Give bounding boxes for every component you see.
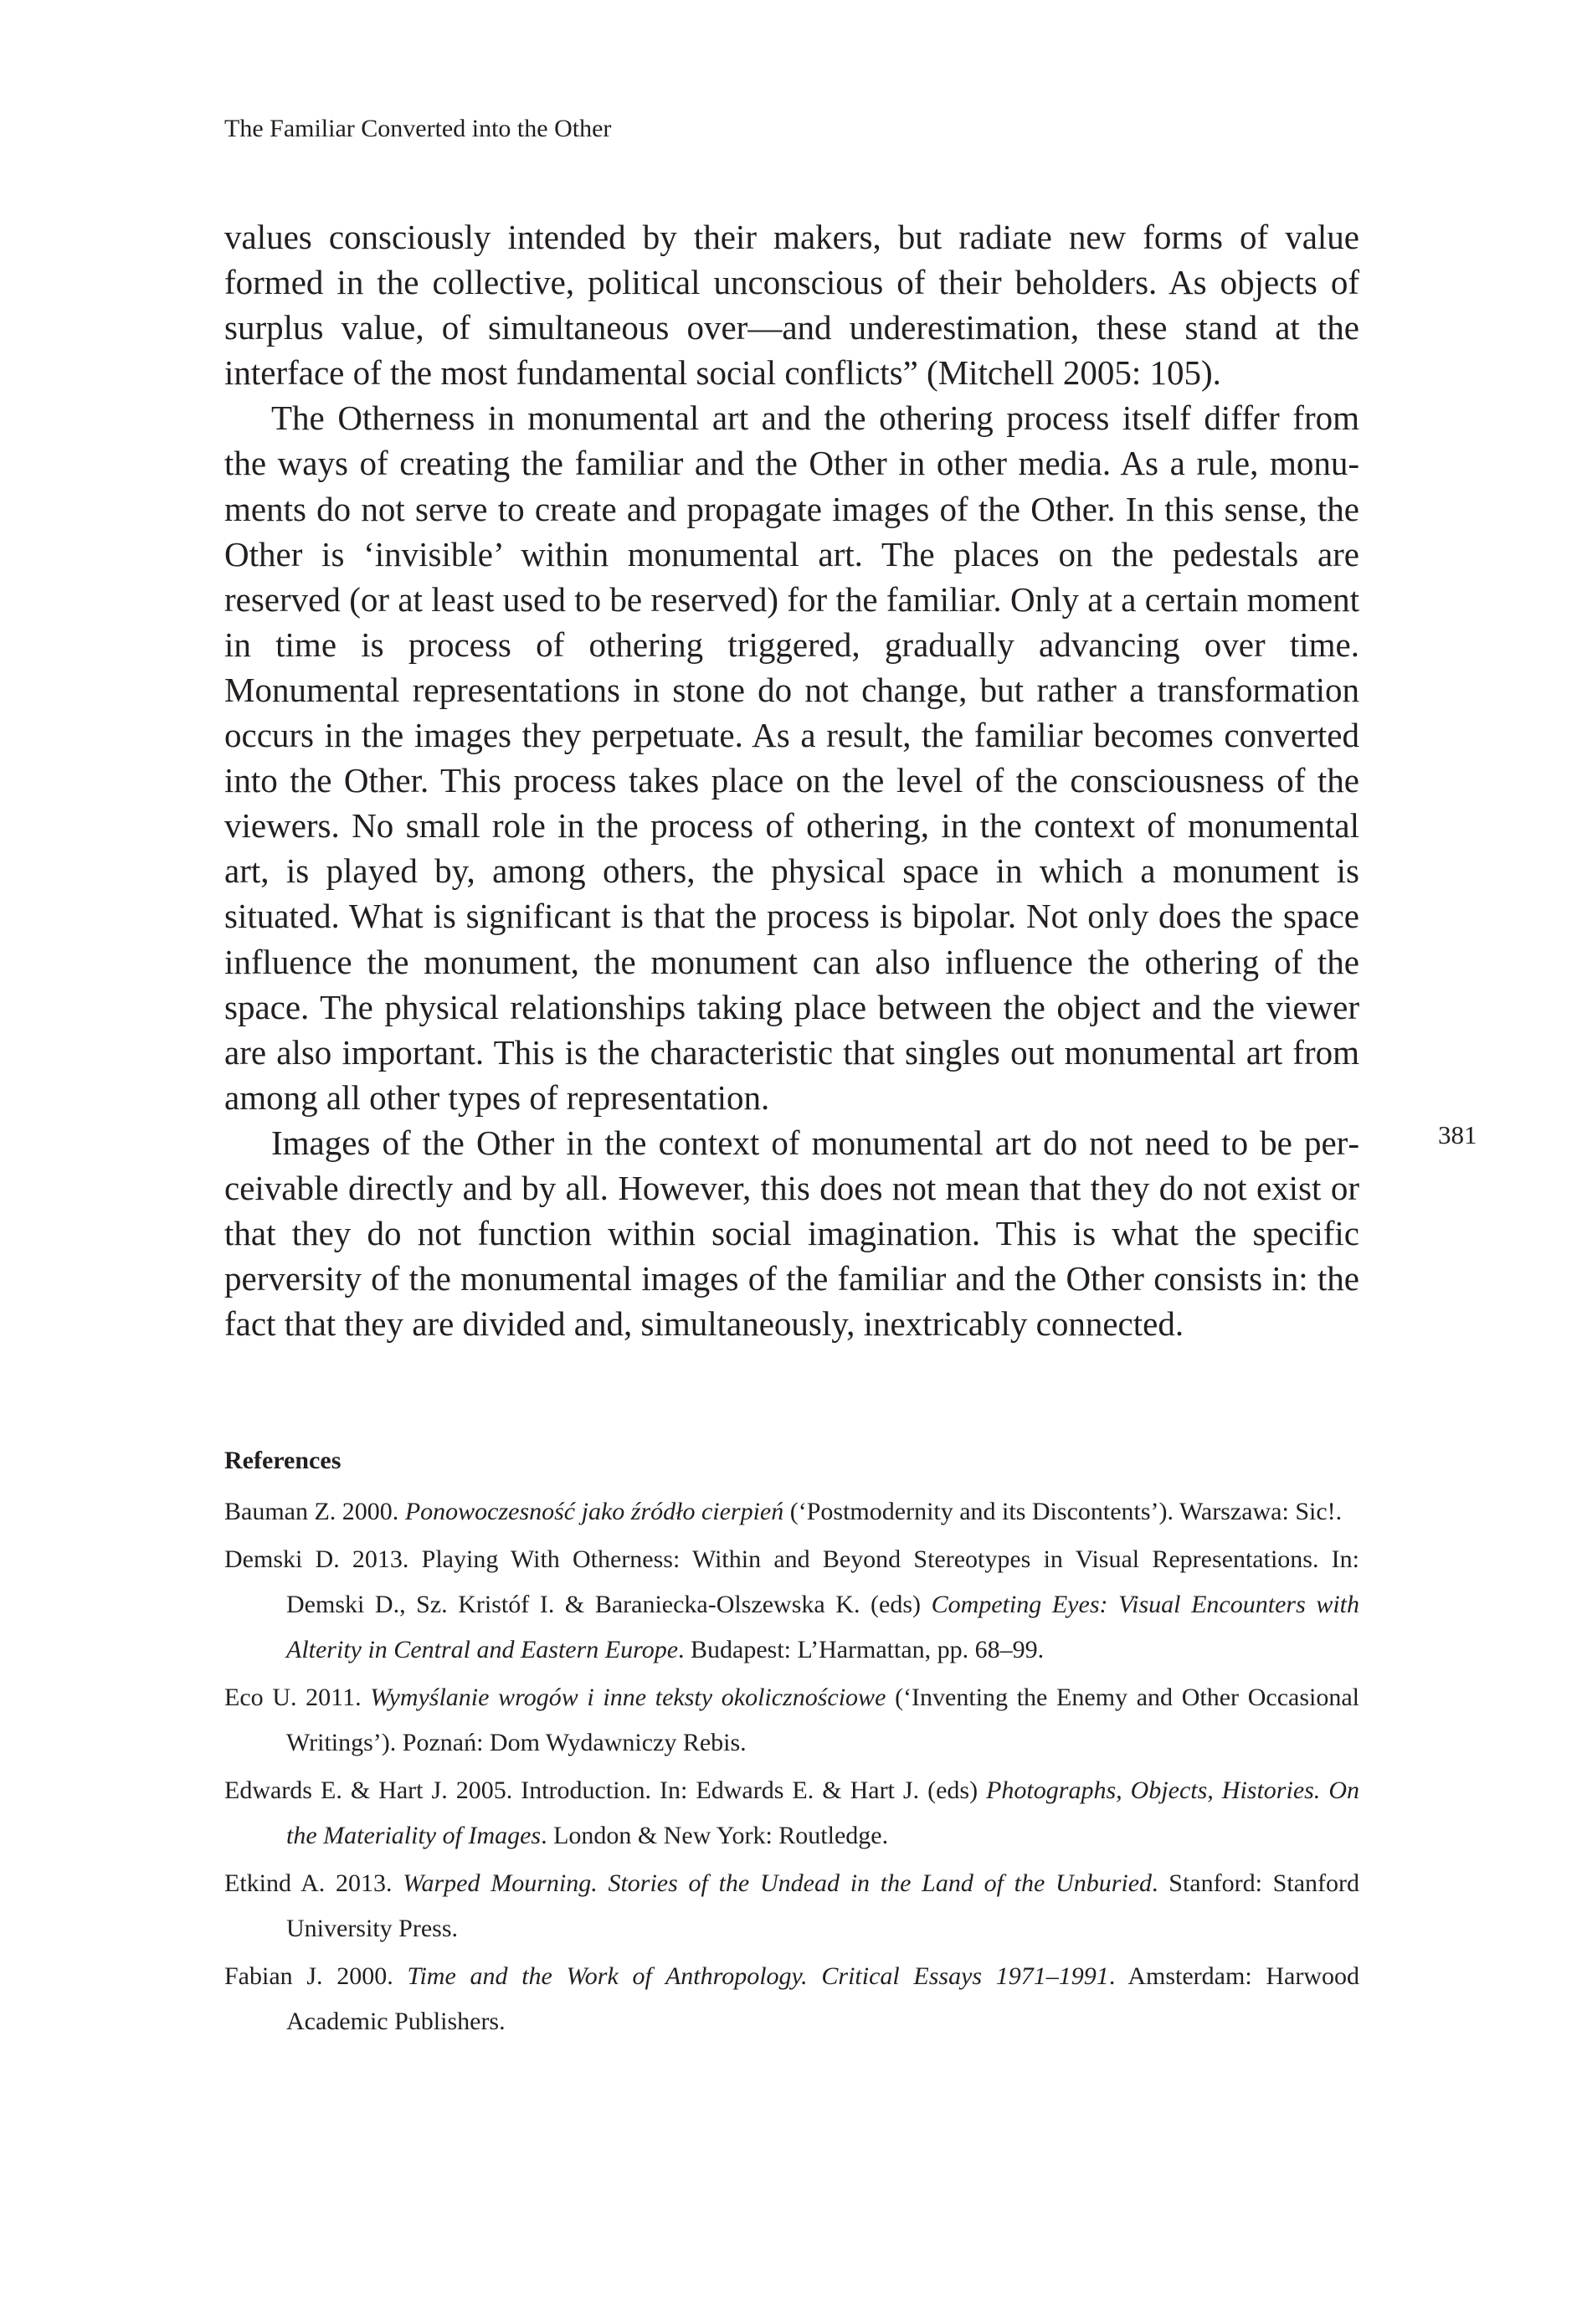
reference-publication: (‘Postmodernity and its Discontents’). Warszawa: Sic!. [783,1498,1343,1525]
references-heading: References [224,1447,342,1474]
reference-authors: Etkind A. 2013. [224,1869,403,1897]
paragraph-continued: values consciously intended by their makers, but radiate new forms of value formed in the collective, political unconscious of their beholders. As objects of surplus value, of simultaneous over—and underestimation, these stand at the interface of the most fundamental social conflicts” (Mitchell 2005: 105). [224,218,1359,393]
reference-item-edwards [224,1768,1359,1859]
reference-title: Photographs, Objects, Histories. On the Materiality of Images [286,1776,1359,1849]
references-list [224,1489,1359,2047]
reference-item-etkind [224,1861,1359,1951]
reference-publication: . London & New York: Routledge. [541,1822,889,1849]
paragraph-otherness: The Otherness in monumental art and the othering process itself differ from the ways of creating the familiar and the Other in other media. As a rule, monuments do not serve to create and propagate images of the Other. In this sense, the Other is ‘invisible’ within monumental art. The places on the pedestals are reserved (or at least used to be reserved) for the familiar. Only at a certain moment in time is process of othering triggered, gradually advancing over time. Monumental representations in stone do not change, but rather a transformation occurs in the images they perpetuate. As a result, the familiar becomes converted into the Other. This process takes place on the level of the consciousness of the viewers. No small role in the process of othering, in the context of monumental art, is played by, among others, the physical space in which a monument is situated. What is significant is that the process is bipolar. Not only does the space influence the monument, the monument can also influence the othering of the space. The physical relationships taking place between the object and the viewer are also important. This is the characteristic that singles out monumental art from among all other types of representation. [224,398,1359,1117]
reference-publication: . Budapest: L’Harmattan, pp. 68–99. [678,1636,1045,1663]
page-number: 381 [1438,1120,1477,1149]
reference-title: Time and the Work of Anthropology. Critical Essays 1971–1991 [407,1962,1109,1990]
reference-title: Wymyślanie wrogów i inne teksty okolicznościowe [370,1684,886,1711]
running-header: The Familiar Converted into the Other [224,115,612,142]
reference-authors: Demski D. 2013. Playing With Otherness: Within and Beyond Stereotypes in Visual Representations. In: Demski D., Sz. Kristóf I. & Baraniecka-Olszewska K. (eds) [224,1545,1359,1618]
reference-item-fabian [224,1954,1359,2044]
reference-title: Ponowoczesność jako źródło cierpień [404,1498,784,1525]
reference-publication: . Stanford: Stanford University Press. [286,1869,1359,1942]
reference-publication: . Amsterdam: Harwood Academic Publishers. [286,1962,1359,2035]
reference-authors: Eco U. 2011. [224,1684,371,1711]
reference-title: Warped Mourning. Stories of the Undead in the Land of the Unburied [403,1869,1153,1897]
reference-title: Competing Eyes: Visual Encounters with Alterity in Central and Eastern Europe [286,1591,1360,1663]
reference-authors: Edwards E. & Hart J. 2005. Introduction. In: Edwards E. & Hart J. (eds) [224,1776,987,1804]
reference-item-eco [224,1675,1359,1766]
reference-authors: Bauman Z. 2000. [224,1498,405,1525]
body-text [224,214,1359,1346]
reference-item-demski [224,1537,1359,1673]
paragraph-images: Images of the Other in the context of monumental art do not need to be perceivable directly and by all. However, this does not mean that they do not exist or that they do not function within social imagination. This is what the specific perversity of the monumental images of the familiar and the Other consists in: the fact that they are divided and, simultaneously, inextricably connected. [224,1123,1359,1344]
reference-item-bauman [224,1489,1359,1535]
reference-publication: (‘Inventing the Enemy and Other Occasional Writings’). Poznań: Dom Wydawniczy Rebis. [286,1684,1359,1756]
reference-authors: Fabian J. 2000. [224,1962,408,1990]
